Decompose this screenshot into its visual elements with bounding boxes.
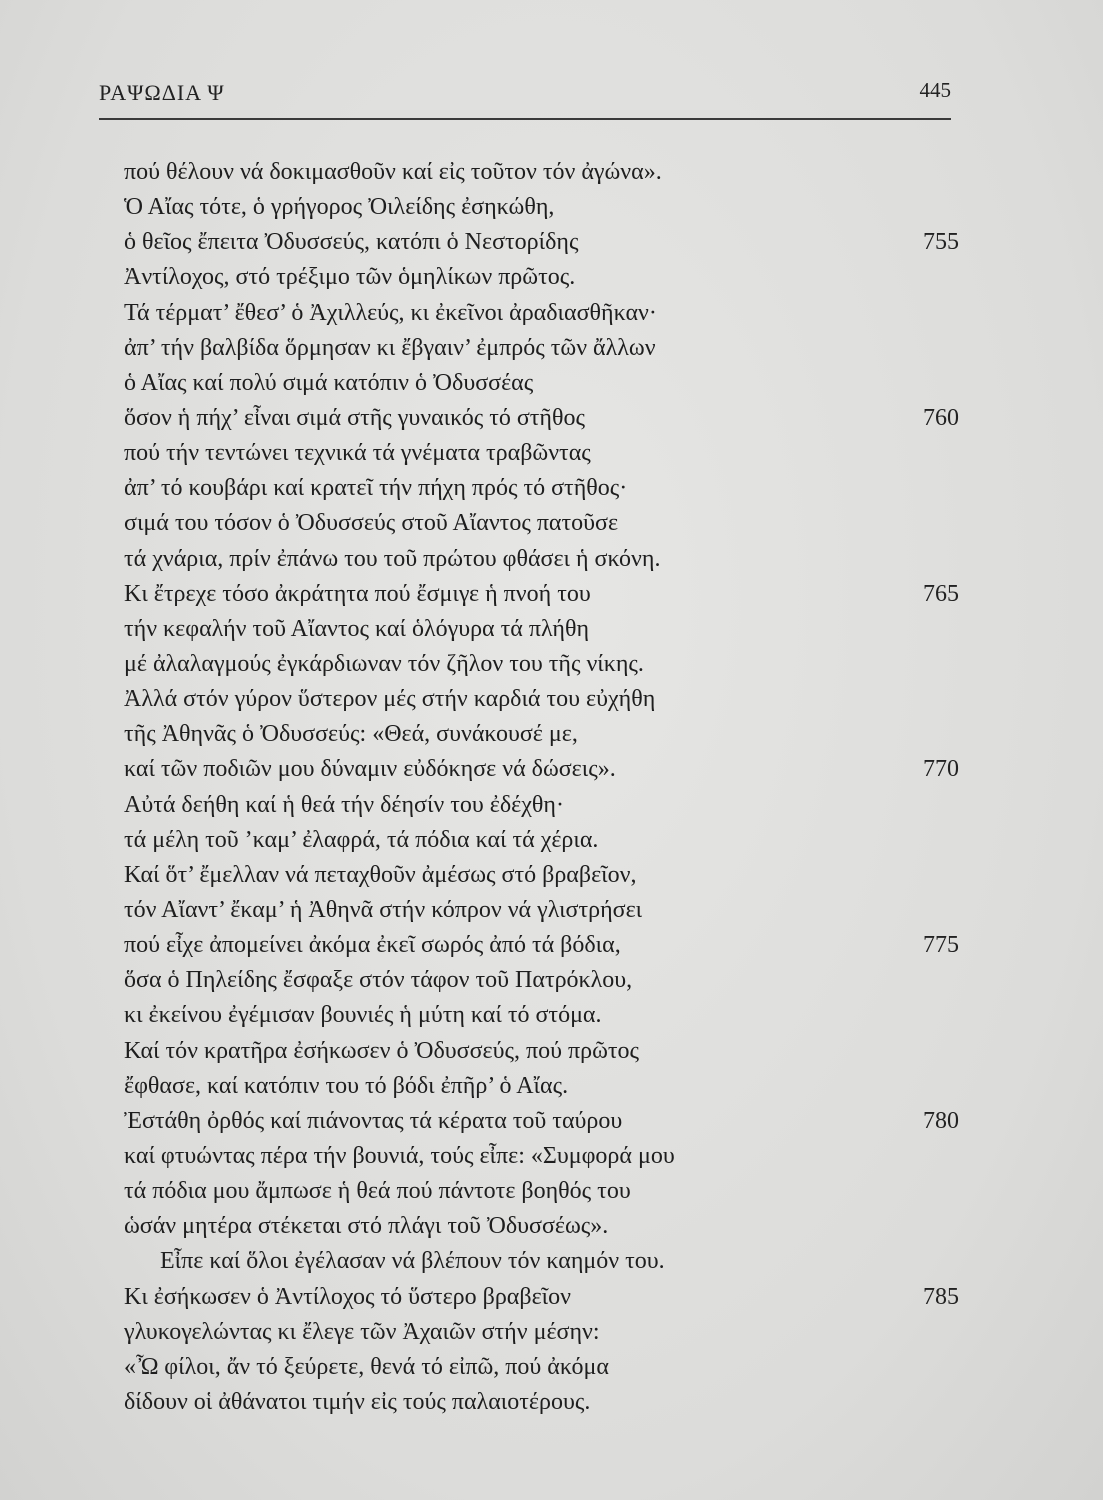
- verse-line: [124, 928, 974, 963]
- line-number: 755: [923, 229, 959, 256]
- verse-text: ὁ θεῖος ἔπειτα Ὀδυσσεύς, κατόπι ὁ Νεστορίδης: [124, 229, 579, 256]
- verse-line: [124, 1280, 974, 1315]
- verse-text: πού τήν τεντώνει τεχνικά τά γνέματα τραβῶντας: [124, 440, 591, 467]
- verse-line: [124, 717, 974, 752]
- verse-text: ἀπ’ τήν βαλβίδα ὅρμησαν κι ἔβγαιν’ ἐμπρός τῶν ἄλλων: [124, 334, 656, 361]
- verse-text: Ὁ Αἴας τότε, ὁ γρήγορος Ὀιλείδης ἐσηκώθη,: [124, 194, 555, 221]
- verse-line: [124, 1244, 974, 1279]
- verse-text: τά μέλη τοῦ ’καμ’ ἐλαφρά, τά πόδια καί τά χέρια.: [124, 826, 599, 853]
- verse-line: [124, 1069, 974, 1104]
- verse-text: γλυκογελώντας κι ἔλεγε τῶν Ἀχαιῶν στήν μέσην:: [124, 1318, 600, 1345]
- verse-text: μέ ἀλαλαγμούς ἐγκάρδιωναν τόν ζῆλον του τῆς νίκης.: [124, 650, 644, 677]
- verse-text: ὅσα ὁ Πηλείδης ἔσφαξε στόν τάφον τοῦ Πατρόκλου,: [124, 967, 633, 994]
- verse-text: τήν κεφαλήν τοῦ Αἴαντος καί ὁλόγυρα τά πλήθη: [124, 615, 589, 642]
- verse-text: Ἐστάθη ὀρθός καί πιάνοντας τά κέρατα τοῦ ταύρου: [124, 1107, 623, 1134]
- verse-text: τῆς Ἀθηνᾶς ὁ Ὀδυσσεύς: «Θεά, συνάκουσέ με,: [124, 721, 578, 748]
- verse-line: [124, 506, 974, 541]
- verse-text: τά χνάρια, πρίν ἐπάνω του τοῦ πρώτου φθάσει ἡ σκόνη.: [124, 545, 661, 572]
- verse-line: [124, 1174, 974, 1209]
- verse-text: Ἀντίλοχος, στό τρέξιμο τῶν ὁμηλίκων πρῶτος.: [124, 264, 576, 291]
- verse-line: [124, 998, 974, 1033]
- verse-text: Καί ὅτ’ ἔμελλαν νά πεταχθοῦν ἀμέσως στό βραβεῖον,: [124, 861, 637, 888]
- verse-line: [124, 436, 974, 471]
- line-number: 785: [923, 1283, 959, 1310]
- verse-list: [124, 155, 974, 1420]
- verse-line: [124, 788, 974, 823]
- verse-line: [124, 331, 974, 366]
- verse-line: [124, 542, 974, 577]
- verse-line: [124, 471, 974, 506]
- line-number: 775: [923, 932, 959, 959]
- page-number: 445: [919, 78, 951, 102]
- verse-text: Τά τέρματ’ ἔθεσ’ ὁ Ἀχιλλεύς, κι ἐκεῖνοι ἀραδιασθῆκαν·: [124, 299, 657, 326]
- verse-text: καί τῶν ποδιῶν μου δύναμιν εὐδόκησε νά δώσεις».: [124, 756, 616, 783]
- verse-text: Κι ἔτρεχε τόσο ἀκράτητα πού ἔσμιγε ἡ πνοή του: [124, 580, 591, 607]
- verse-line: [124, 647, 974, 682]
- verse-line: [124, 752, 974, 787]
- verse-text: Ἀλλά στόν γύρον ὕστερον μές στήν καρδιά του εὐχήθη: [124, 686, 656, 713]
- verse-text: ἔφθασε, καί κατόπιν του τό βόδι ἐπῆρ’ ὁ Αἴας.: [124, 1072, 569, 1099]
- verse-text: Καί τόν κρατῆρα ἐσήκωσεν ὁ Ὀδυσσεύς, πού πρῶτος: [124, 1037, 640, 1064]
- verse-text: ὁ Αἴας καί πολύ σιμά κατόπιν ὁ Ὀδυσσέας: [124, 369, 534, 396]
- verse-line: [124, 1209, 974, 1244]
- verse-text: τόν Αἴαντ’ ἔκαμ’ ἡ Ἀθηνᾶ στήν κόπρον νά γλιστρήσει: [124, 896, 643, 923]
- line-number: 770: [923, 756, 959, 783]
- verse-line: [124, 366, 974, 401]
- verse-line: [124, 1034, 974, 1069]
- verse-text: καί φτυώντας πέρα τήν βουνιά, τούς εἶπε: «Συμφορά μου: [124, 1142, 675, 1169]
- header-rule: [99, 118, 951, 120]
- verse-text: Κι ἐσήκωσεν ὁ Ἀντίλοχος τό ὕστερο βραβεῖον: [124, 1283, 571, 1310]
- page-header: [99, 76, 951, 106]
- verse-text: ὅσον ἡ πήχ’ εἶναι σιμά στῆς γυναικός τό στῆθος: [124, 404, 585, 431]
- verse-text: κι ἐκείνου ἐγέμισαν βουνιές ἡ μύτη καί τό στόμα.: [124, 1002, 602, 1029]
- verse-line: [124, 612, 974, 647]
- line-number: 760: [923, 404, 959, 431]
- verse-text: δίδουν οἱ ἀθάνατοι τιμήν εἰς τούς παλαιοτέρους.: [124, 1388, 591, 1415]
- verse-text: πού εἶχε ἀπομείνει ἀκόμα ἐκεῖ σωρός ἀπό τά βόδια,: [124, 932, 621, 959]
- verse-line: [124, 225, 974, 260]
- line-number: 765: [923, 580, 959, 607]
- verse-text: Εἶπε καί ὅλοι ἐγέλασαν νά βλέπουν τόν καημόν του.: [160, 1248, 665, 1275]
- verse-text: ὡσάν μητέρα στέκεται στό πλάγι τοῦ Ὀδυσσέως».: [124, 1213, 609, 1240]
- verse-text: πού θέλουν νά δοκιμασθοῦν καί εἰς τοῦτον τόν ἀγώνα».: [124, 159, 662, 185]
- verse-line: [124, 190, 974, 225]
- line-number: 780: [923, 1107, 959, 1134]
- verse-line: [124, 577, 974, 612]
- running-head: ΡΑΨΩΔΙΑ Ψ: [99, 80, 225, 105]
- verse-line: [124, 858, 974, 893]
- verse-text: τά πόδια μου ἄμπωσε ἡ θεά πού πάντοτε βοηθός του: [124, 1178, 631, 1205]
- verse-text: Αὐτά δεήθη καί ἡ θεά τήν δέησίν του ἐδέχθη·: [124, 791, 564, 818]
- verse-line: [124, 1385, 974, 1420]
- verse-line: [124, 1350, 974, 1385]
- verse-line: [124, 260, 974, 295]
- verse-text: σιμά του τόσον ὁ Ὀδυσσεύς στοῦ Αἴαντος πατοῦσε: [124, 510, 619, 537]
- verse-line: [124, 682, 974, 717]
- verse-line: [124, 893, 974, 928]
- verse-line: [124, 1139, 974, 1174]
- verse-line: [124, 1104, 974, 1139]
- verse-line: [124, 401, 974, 436]
- verse-line: [124, 155, 974, 190]
- verse-line: [124, 1315, 974, 1350]
- verse-line: [124, 963, 974, 998]
- verse-text: ἀπ’ τό κουβάρι καί κρατεῖ τήν πήχη πρός τό στῆθος·: [124, 475, 628, 502]
- verse-text: «Ὦ φίλοι, ἄν τό ξεύρετε, θενά τό εἰπῶ, πού ἀκόμα: [124, 1353, 609, 1380]
- verse-line: [124, 823, 974, 858]
- verse-line: [124, 296, 974, 331]
